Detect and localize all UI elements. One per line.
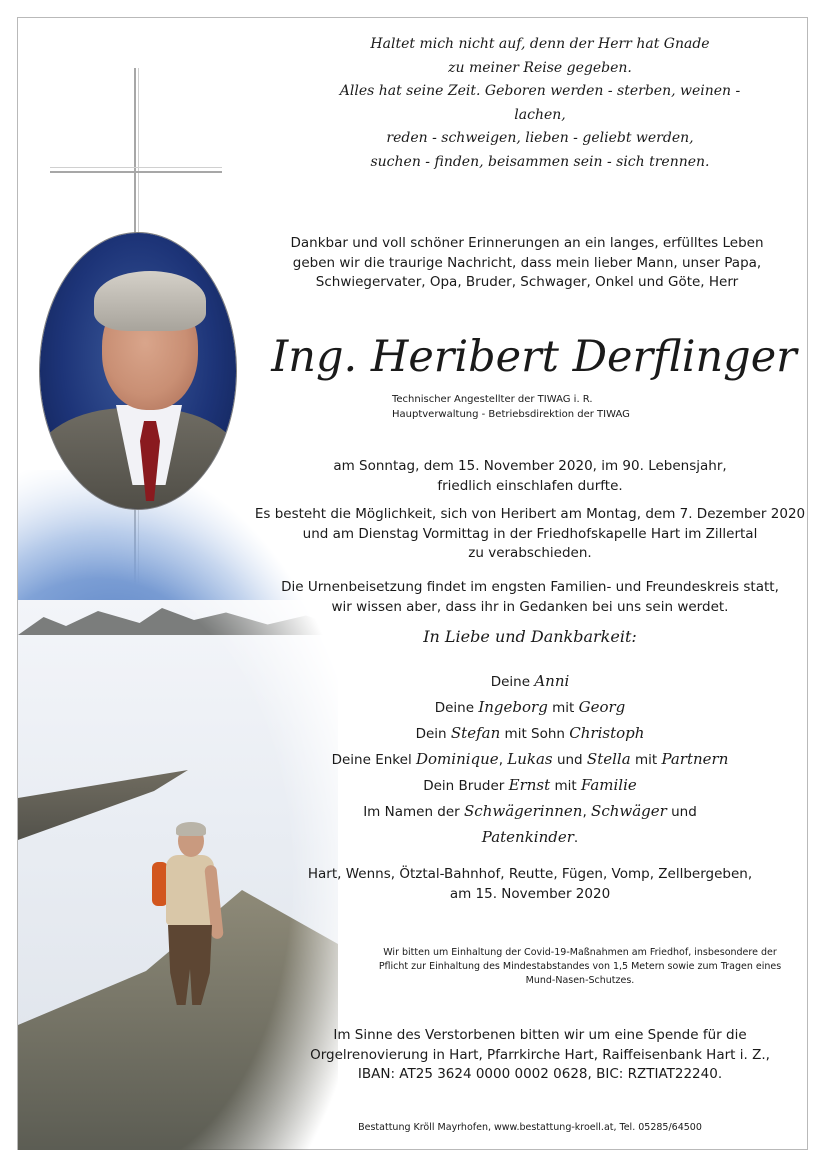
- mourner-name: Schwägerinnen: [464, 802, 583, 820]
- mourner-text: ,: [498, 752, 503, 768]
- deceased-name: Ing. Heribert Derflinger: [271, 332, 797, 382]
- urn-info: [250, 578, 810, 617]
- mourner-name: Christoph: [569, 724, 645, 742]
- mourner-text: ,: [582, 804, 587, 820]
- mourner-text: Deine Enkel: [331, 752, 412, 768]
- mourner-line: [250, 747, 810, 773]
- mourner-name: Familie: [580, 776, 637, 794]
- intro-line: Dankbar und voll schöner Erinnerungen an ein langes, erfülltes Leben: [290, 235, 764, 251]
- mourner-name: Lukas: [507, 750, 553, 768]
- mourner-text: Im Namen der: [363, 804, 460, 820]
- mourner-name: Schwäger: [591, 802, 667, 820]
- covid-notice: [360, 946, 800, 988]
- intro-text: [272, 234, 782, 293]
- covid-line: Mund-Nasen-Schutzes.: [525, 975, 635, 986]
- donation-line: IBAN: AT25 3624 0000 0002 0628, BIC: RZTIAT22240.: [357, 1066, 723, 1082]
- mourner-text: Deine: [490, 674, 531, 690]
- covid-line: Wir bitten um Einhaltung der Covid-19-Maßnahmen am Friedhof, insbesondere der: [383, 947, 777, 958]
- poem-line: Haltet mich nicht auf, denn der Herr hat Gnade: [370, 36, 710, 52]
- urn-line: Die Urnenbeisetzung findet im engsten Familien- und Freundeskreis statt,: [281, 579, 779, 595]
- job-line: Technischer Angestellter der TIWAG i. R.: [392, 394, 593, 405]
- death-line: friedlich einschlafen durfte.: [437, 477, 623, 494]
- mourner-line: [250, 669, 810, 695]
- poem-line: zu meiner Reise gegeben.: [448, 59, 632, 76]
- mourner-name: Stefan: [450, 724, 501, 742]
- farewell-line: zu verabschieden.: [468, 545, 592, 561]
- urn-line: wir wissen aber, dass ihr in Gedanken bei uns sein werdet.: [331, 598, 729, 615]
- donation-line: Orgelrenovierung in Hart, Pfarrkirche Hart, Raiffeisenbank Hart i. Z.,: [310, 1046, 770, 1063]
- mourner-text: und: [671, 804, 697, 820]
- mourner-name: Partnern: [661, 750, 729, 768]
- farewell-line: Es besteht die Möglichkeit, sich von Heribert am Montag, dem 7. Dezember 2020: [254, 506, 806, 522]
- mourner-line: [250, 695, 810, 721]
- poem-line: suchen - finden, beisammen sein - sich trennen.: [370, 153, 710, 170]
- mourner-text: Deine: [434, 700, 475, 716]
- job-title: [392, 392, 630, 422]
- mourner-line: [250, 721, 810, 747]
- poem-line: reden - schweigen, lieben - geliebt werden,: [386, 130, 694, 146]
- portrait-photo: [40, 233, 236, 509]
- mourner-name: Dominique: [416, 750, 499, 768]
- mourner-text: Dein: [415, 726, 447, 742]
- mourner-line: [250, 773, 810, 799]
- mourner-line: [250, 799, 810, 825]
- donation-line: Im Sinne des Verstorbenen bitten wir um eine Spende für die: [333, 1027, 747, 1043]
- death-line: am Sonntag, dem 15. November 2020, im 90. Lebensjahr,: [333, 458, 727, 474]
- death-notice: [250, 457, 810, 496]
- farewell-info: [250, 505, 810, 564]
- mourner-text: mit Sohn: [504, 726, 565, 742]
- mourner-line: [250, 825, 810, 851]
- covid-line: Pflicht zur Einhaltung des Mindestabstandes von 1,5 Metern sowie zum Tragen eines: [378, 961, 782, 972]
- love-heading: In Liebe und Dankbarkeit:: [423, 627, 637, 646]
- mourner-text: mit: [552, 700, 575, 716]
- mourner-name: Stella: [586, 750, 631, 768]
- mourner-text: mit: [554, 778, 577, 794]
- mourner-text: .: [573, 830, 579, 846]
- mourner-name: Georg: [578, 698, 626, 716]
- places-line: am 15. November 2020: [449, 885, 611, 902]
- mourner-name: Anni: [534, 672, 570, 690]
- poem: [320, 33, 760, 174]
- intro-line: Schwiegervater, Opa, Bruder, Schwager, Onkel und Göte, Herr: [315, 274, 739, 290]
- donation-notice: [300, 1026, 780, 1085]
- places-line: Hart, Wenns, Ötztal-Bahnhof, Reutte, Fügen, Vomp, Zellbergeben,: [307, 866, 753, 882]
- mourners-list: [250, 669, 810, 851]
- funeral-home-footer: Bestattung Kröll Mayrhofen, www.bestattung-kroell.at, Tel. 05285/64500: [358, 1122, 702, 1133]
- mourner-text: mit: [634, 752, 658, 768]
- places-date: [250, 865, 810, 904]
- farewell-line: und am Dienstag Vormittag in der Friedhofskapelle Hart im Zillertal: [302, 525, 758, 542]
- mourner-name: Patenkinder: [481, 828, 574, 846]
- poem-line: Alles hat seine Zeit. Geboren werden - sterben, weinen - lachen,: [339, 83, 741, 123]
- mourner-name: Ernst: [508, 776, 551, 794]
- mourner-name: Ingeborg: [478, 698, 548, 716]
- job-line: Hauptverwaltung - Betriebsdirektion der TIWAG: [392, 409, 630, 420]
- mourner-text: und: [556, 752, 583, 768]
- intro-line: geben wir die traurige Nachricht, dass mein lieber Mann, unser Papa,: [292, 254, 762, 271]
- mourner-text: Dein Bruder: [423, 778, 505, 794]
